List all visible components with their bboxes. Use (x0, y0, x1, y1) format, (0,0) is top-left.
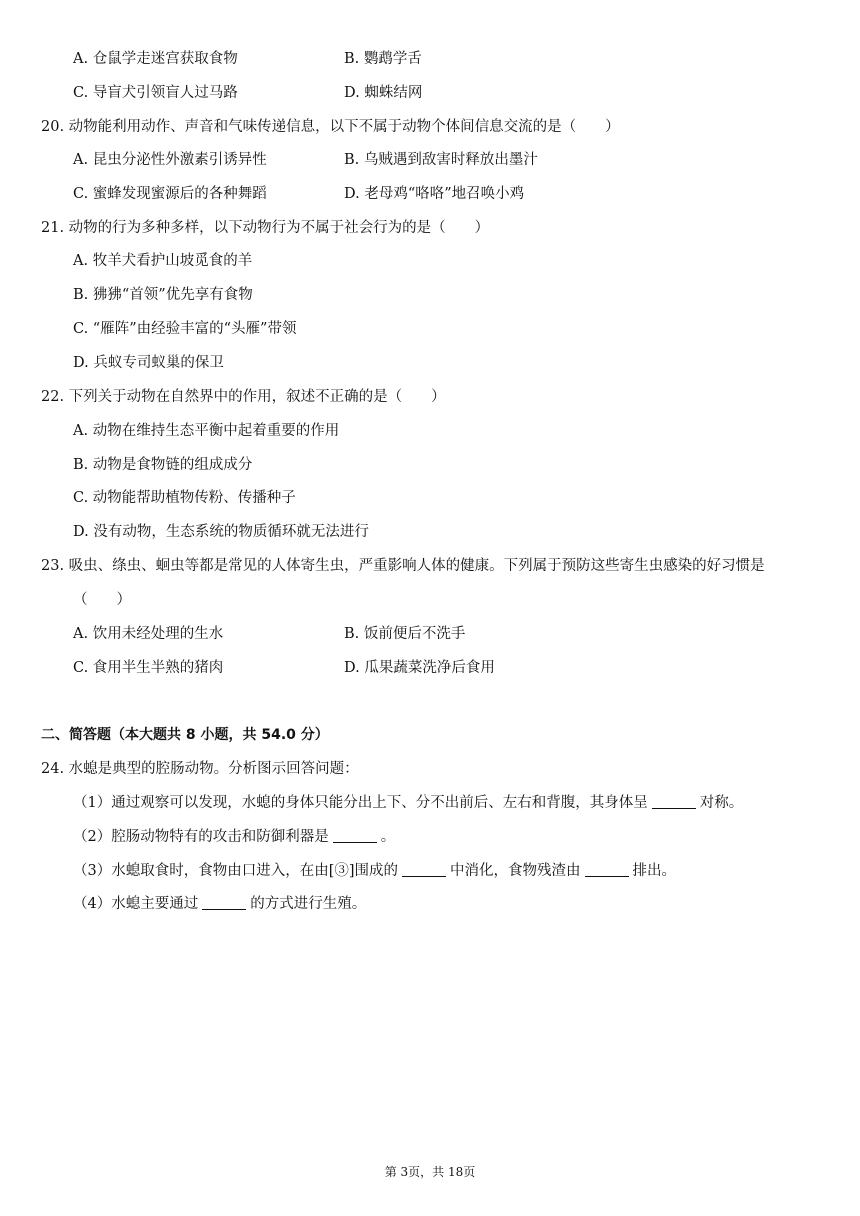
q24-part-2-tail: 。 (380, 829, 396, 845)
q22-option-c: C. 动物能帮助植物传粉、传播种子 (73, 490, 296, 506)
q23-option-c: C. 食用半生半熟的猪肉 (73, 660, 224, 676)
answer-blank[interactable] (333, 828, 377, 843)
q20-option-d: D. 老母鸡“咯咯”地召唤小鸡 (344, 186, 525, 202)
q22-stem: 22. 下列关于动物在自然界中的作用，叙述不正确的是（ ） (41, 389, 446, 405)
q19-option-a: A. 仓鼠学走迷宫获取食物 (73, 51, 238, 67)
q24-part-4 (73, 894, 366, 914)
q23-option-d: D. 瓜果蔬菜洗净后食用 (344, 660, 495, 676)
q19-option-d: D. 蜘蛛结网 (344, 85, 423, 101)
q24-part-3-text: （3）水螅取食时，食物由口进入，在由[③]围成的 (73, 863, 399, 879)
q21-option-c: C. “雁阵”由经验丰富的“头雁”带领 (73, 321, 297, 337)
q23-option-a: A. 饮用未经处理的生水 (73, 626, 224, 642)
q24-part-2-text: （2）腔肠动物特有的攻击和防御利器是 (73, 829, 329, 845)
page-footer: 第 3页，共 18页 (384, 1165, 476, 1179)
q22-option-b: B. 动物是食物链的组成成分 (73, 457, 253, 473)
answer-blank[interactable] (585, 862, 629, 877)
q23-stem-cont: （ ） (73, 592, 131, 608)
q22-option-d: D. 没有动物，生态系统的物质循环就无法进行 (73, 524, 369, 540)
answer-blank[interactable] (202, 895, 246, 910)
q20-option-c: C. 蜜蜂发现蜜源后的各种舞蹈 (73, 186, 267, 202)
q24-part-3-tail: 排出。 (632, 863, 677, 879)
q21-option-d: D. 兵蚁专司蚁巢的保卫 (73, 355, 224, 371)
q24-part-2 (73, 827, 395, 847)
q24-part-1-text: （1）通过观察可以发现，水螅的身体只能分出上下、分不出前后、左右和背腹，其身体呈 (73, 795, 648, 811)
q19-option-c: C. 导盲犬引领盲人过马路 (73, 85, 238, 101)
q20-option-a: A. 昆虫分泌性外激素引诱异性 (73, 152, 267, 168)
answer-blank[interactable] (652, 794, 696, 809)
q20-stem: 20. 动物能利用动作、声音和气味传递信息，以下不属于动物个体间信息交流的是（ ） (41, 119, 620, 135)
q20-option-b: B. 乌贼遇到敌害时释放出墨汁 (344, 152, 538, 168)
q24-part-4-tail: 的方式进行生殖。 (250, 896, 367, 912)
q22-option-a: A. 动物在维持生态平衡中起着重要的作用 (73, 423, 340, 439)
q24-part-3-mid: 中消化，食物残渣由 (450, 863, 581, 879)
q24-part-1-tail: 对称。 (699, 795, 744, 811)
q24-part-1 (73, 793, 743, 813)
q21-option-a: A. 牧羊犬看护山坡觅食的羊 (73, 253, 253, 269)
section-heading: 二、简答题（本大题共 8 小题，共 54.0 分） (41, 727, 329, 743)
q21-option-b: B. 狒狒“首领”优先享有食物 (73, 287, 253, 303)
q24-part-3 (73, 861, 676, 881)
q21-stem: 21. 动物的行为多种多样，以下动物行为不属于社会行为的是（ ） (41, 220, 490, 236)
q19-option-b: B. 鹦鹉学舌 (344, 51, 422, 67)
q23-option-b: B. 饭前便后不洗手 (344, 626, 466, 642)
answer-blank[interactable] (402, 862, 446, 877)
q23-stem: 23. 吸虫、绦虫、蛔虫等都是常见的人体寄生虫，严重影响人体的健康。下列属于预防这些寄生虫感染的好习惯是 (41, 558, 765, 574)
q24-stem: 24. 水螅是典型的腔肠动物。分析图示回答问题： (41, 761, 359, 777)
q24-part-4-text: （4）水螅主要通过 (73, 896, 199, 912)
